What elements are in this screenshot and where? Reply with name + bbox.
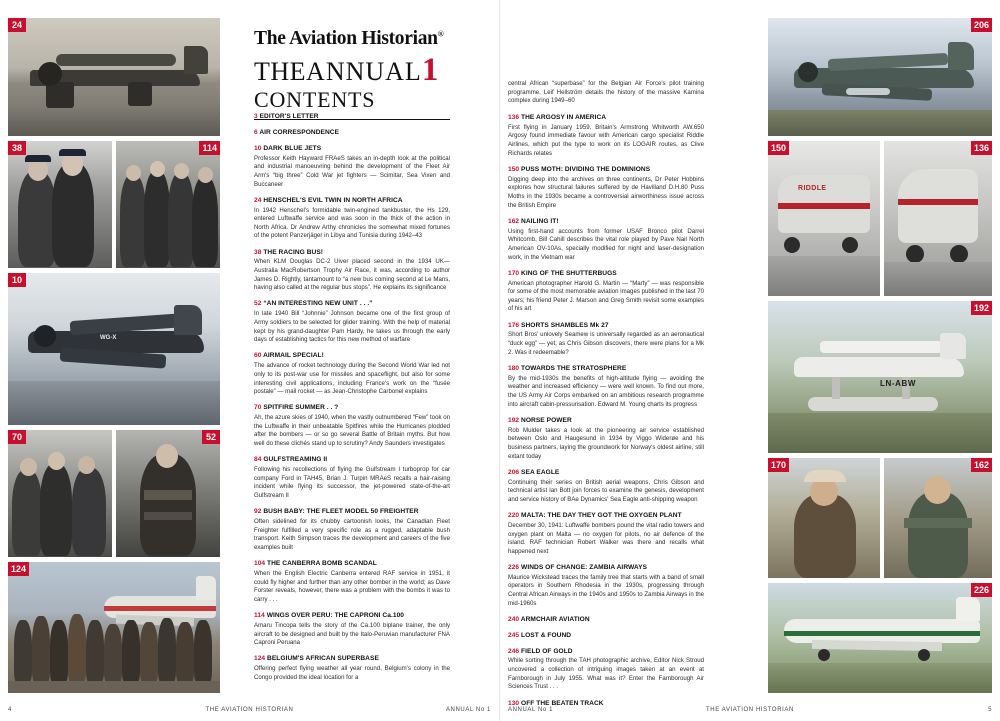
toc-entry[interactable] [508,615,704,624]
toc-entry-page: 60 [254,352,262,360]
toc-entry-title: SPITFIRE SUMMER . . ? [263,404,339,412]
toc-entry-page: 246 [508,647,520,655]
page-tag-114: 114 [199,141,220,155]
toc-entry-blurb: Professor Keith Hayward FRAeS takes an in-depth look at the political and industrial manoeuvring behind the development of the Fleet Air Arm's “big three” Cold War jet fighters — Scimitar, Sea Vixen and Buccaneer [254,154,450,188]
toc-entry-blurb: Ah, the azure skies of 1940, when the vastly outnumbered “Few” took on the Luftwaffe in their unbeatable Spitfires while the Hurricanes plodded after the bombers — or so go several Battle of Britain myths. But how well do these clichés stand up to scrutiny? Andy Saunders investigates [254,414,450,448]
toc-entry-blurb: Using first-hand accounts from former USAF Bronco pilot Darrel Whitcomb, Bill Cahill describes the vital role played by Pave Nail North American OV-10As, specially modified for night and laser-designation work, in the Vietnam war [508,227,704,261]
footer-right-left: ANNUAL No 1 [445,707,491,713]
toc-entry-title: PUSS MOTH: DIVIDING THE DOMINIONS [521,165,651,173]
toc-entry-title: MALTA: THE DAY THEY GOT THE OXYGEN PLANT [521,512,682,520]
toc-entry-page: 124 [254,655,266,663]
toc-entry-heading [508,511,704,520]
toc-column-1 [254,112,450,689]
toc-entry-title: OFF THE BEATEN TRACK [521,699,604,707]
page-tag-70: 70 [8,430,26,444]
toc-entry[interactable] [254,455,450,500]
footer-left-right: ANNUAL No 1 [508,707,554,713]
toc-entry-page: 84 [254,456,262,464]
toc-entry-title: SEA EAGLE [521,468,560,476]
page-tag-206: 206 [971,18,992,32]
page-tag-24: 24 [8,18,26,32]
toc-entry-page: 170 [508,269,520,277]
photo-pilot-portrait-colour [884,458,992,578]
toc-entry[interactable] [254,559,450,604]
toc-entry-blurb: When KLM Douglas DC-2 Uiver placed second in the 1934 UK—Australia MacRobertson Trophy Air Race, it was, according to author James D. Rightly, tantamount to “a new bus coming second at Le Mans, having also called at the regular bus stops”. He explains its significance [254,258,450,292]
toc-entry[interactable] [254,112,450,121]
toc-entry-blurb: Short Bros' unlovely Seamew is universally regarded as an aeronautical “duck egg” — yet, as Chris Gibson discovers, there were plans for a Mk 2. Was it redeemable? [508,331,704,356]
toc-entry-blurb: Maurice Wickstead traces the family tree that starts with a band of small operators in Southern Rhodesia in the 1930s, progressing through Central African Airways in the 1940s and 1950s to Zambia Airways in the mid-1960s [508,573,704,607]
page-tag-192: 192 [971,301,992,315]
toc-entry[interactable] [254,128,450,137]
magazine-title [254,28,454,50]
right-page [500,0,1000,721]
toc-entry[interactable] [508,165,704,210]
toc-entry-blurb: December 30, 1941: Luftwaffe bombers pound the vital radio towers and oxygen plant on Malta — no oxygen for pilots, no air defence of the island. RAF technician Robert Walker was there and recalls what happened next [508,521,704,555]
toc-entry-heading [254,507,450,516]
toc-entry[interactable] [254,248,450,293]
page-tag-150: 150 [768,141,789,155]
toc-entry-title: THE RACING BUS! [263,248,324,256]
photo-ground-crew-and-airliner [8,562,220,693]
toc-entry-page: 220 [508,512,520,520]
toc-entry-page: 38 [254,248,262,256]
toc-entry-heading [508,563,704,572]
toc-entry-page: 10 [254,144,262,152]
magazine-title-text: The Aviation Historian [254,28,438,49]
toc-entry[interactable] [254,611,450,648]
toc-entry-title: SHORTS SHAMBLES Mk 27 [521,321,609,329]
toc-entry-heading [508,321,704,330]
riddle-titles-label: RIDDLE [798,185,827,192]
page-tag-170: 170 [768,458,789,472]
toc-entry-heading [254,455,450,464]
toc-entry-heading [254,248,450,257]
toc-entry-heading [508,269,704,278]
toc-entry-page: 3 [254,113,258,120]
toc-entry-page: 150 [508,165,520,173]
toc-entry-blurb: Amaru Tincopa tells the story of the Ca.100 biplane trainer, the only aircraft to be designed and built by the Italo-Peruvian manufacturer FNA Caproni Peruana [254,621,450,647]
jet-registration-label: WG-X [100,335,117,341]
toc-entry-title: TOWARDS THE STRATOSPHERE [521,364,627,372]
toc-entry-blurb: Continuing their series on British aerial weapons, Chris Gibson and technical artist Ian Bott join forces to examine the genesis, development and service history of BAe Dynamics' Sea Eagle anti-shipping weapon [508,478,704,503]
toc-entry[interactable] [508,364,704,409]
toc-entry[interactable] [254,403,450,448]
folio-number-left: 4 [8,707,12,713]
toc-entry-page: 130 [508,699,520,707]
toc-continued-blurb: central African “superbase” for the Belgian Air Force's pilot training programme. Leif Hellström details the history of the massive Kamina complex during 1949–60 [508,80,704,105]
toc-entry[interactable] [254,144,450,189]
toc-entry-title: THE ARGOSY IN AMERICA [521,113,607,121]
toc-entry-page: 70 [254,404,262,412]
toc-entry-page: 104 [254,560,266,568]
toc-entry-blurb: In late 1940 Bill “Johnnie” Johnson became one of the first group of Army soldiers to be selected for glider training. With the help of material kept by his grand-daughter Pam Hardy, he takes us through the early days of establishing tactics for this new method of warfare [254,310,450,344]
toc-entry[interactable] [508,631,704,640]
toc-entry-title: ARMCHAIR AVIATION [520,615,590,623]
toc-entry[interactable] [508,647,704,692]
page-tag-124: 124 [8,562,29,576]
annual-number: 1 [421,52,439,88]
toc-entry-heading [254,351,450,360]
toc-entry-page: 24 [254,196,262,204]
toc-entry-page: 245 [508,631,520,639]
toc-entry-page: 162 [508,217,520,225]
toc-entry-blurb: American photographer Harold G. Martin — “Marty” — was responsible for some of the most memorable aviation images published in the last 70 years; his friend Peter J. Marson and Greg Smith revisit some examples of his art [508,279,704,313]
toc-entry-title: KING OF THE SHUTTERBUGS [521,269,617,277]
photo-photographer-portrait [768,458,880,578]
photo-pilots-in-flight-gear [8,430,112,557]
toc-entry-page: 52 [254,300,262,308]
toc-entry-blurb: The advance of rocket technology during the Second World War led not only to its post-war use for missiles and spaceflight, but also for some interesting civil applications, including France's work on the “fusée postale” — mail rocket — as Jean-Christophe Carbonel explains [254,362,450,396]
toc-entry-title: HENSCHEL'S EVIL TWIN IN NORTH AFRICA [263,196,403,204]
toc-entry-blurb: Digging deep into the archives on three continents, Dr Peter Hobbins explores how structural failures suffered by de Havilland D.H.80 Puss Moths in the 1930s became a controversial airworthiness issue across the British Empire [508,175,704,209]
photo-jet-fighter-prototype [8,273,220,425]
annual-the: THE [254,57,307,86]
photo-riddle-argosy-freighter [768,141,880,296]
toc-entry-page: 180 [508,364,520,372]
toc-entry[interactable] [508,217,704,262]
toc-entry-title: LOST & FOUND [521,631,572,639]
photo-zambia-airways-airliner [768,583,992,693]
toc-entry-page: 240 [508,615,520,623]
toc-entry[interactable] [254,299,450,344]
toc-entry-heading [254,112,450,121]
photo-ln-abw-floatplane [768,301,992,453]
toc-entry-page: 176 [508,321,520,329]
photo-aircrew-group [116,141,220,268]
annual-line [254,54,454,87]
toc-entry-title: GULFSTREAMING II [263,456,328,464]
toc-entry-title: NAILING IT! [521,217,559,225]
toc-entry-page: 6 [254,128,258,136]
toc-entry-heading [508,615,704,624]
page-tag-226: 226 [971,583,992,597]
toc-entry[interactable] [254,351,450,396]
toc-entry-title: NORSE POWER [521,416,572,424]
toc-entry-page: 206 [508,468,520,476]
toc-entry-heading [508,165,704,174]
toc-entry-blurb: In 1942 Henschel's formidable twin-engined tankbuster, the Hs 129, entered Luftwaffe service and was soon in the thick of the action in North Africa. Dr Andrew Arthy chronicles the somewhat mixed fortunes of the potent Panzerjäger in Libya and Tunisia during 1942–43 [254,206,450,240]
toc-entry-title: WINDS OF CHANGE: ZAMBIA AIRWAYS [521,563,648,571]
toc-entry-heading [254,299,450,308]
page-tag-162: 162 [971,458,992,472]
toc-entry-title: DARK BLUE JETS [263,144,322,152]
toc-entry[interactable] [254,196,450,241]
annual-word: ANNUAL [306,57,422,86]
toc-entry-heading [254,403,450,412]
photo-hs129-tankbuster [8,18,220,136]
toc-entry-heading [508,416,704,425]
toc-entry-heading [508,468,704,477]
toc-entry-blurb: First flying in January 1959, Britain's Armstrong Whitworth AW.650 Argosy found immediate favour with American cargo specialist Riddle Airlines, which put the type to work on its LOGAIR routes, as Clive Richards relates [508,123,704,157]
toc-entry-heading [254,559,450,568]
toc-entry-page: 92 [254,508,262,516]
page-tag-136: 136 [971,141,992,155]
toc-entry-title: AIRMAIL SPECIAL! [263,352,324,360]
toc-entry-title: FIELD OF GOLD [521,647,573,655]
toc-entry[interactable] [508,468,704,505]
toc-column-2 [508,80,704,714]
folio-number-right: 5 [988,707,992,713]
toc-entry-blurb: Following his recollections of flying the Gulfstream I turboprop for car company Ford in TAH45, Brian J. Turpin MRAeS recalls a hair-raising incident while flying its successor, the jet-powered state-of-the-art Gulfstream II [254,466,450,500]
toc-entry-title: AIR CORRESPONDENCE [259,128,340,136]
toc-entry-title: BELGIUM'S AFRICAN SUPERBASE [267,655,379,663]
footer-center-left: THE AVIATION HISTORIAN [205,707,294,713]
toc-entry[interactable] [508,269,704,314]
toc-entry-blurb: Often sidelined for its chubby cartoonish looks, the Canadian Fleet Freighter fulfilled a very specific role as a rugged, adaptable bush transport. Keith Simpson traces the development and careers of the five examples built [254,518,450,551]
toc-entry-heading [508,631,704,640]
toc-entry-heading [508,364,704,373]
toc-entry[interactable] [508,416,704,461]
toc-entry-blurb: When the English Electric Canberra entered RAF service in 1951, it could fly higher and further than any other bomber in the world; as Dave Forster reveals, however, there was a problem with the bombs it was to carry . . . [254,569,450,603]
toc-entry-blurb: Rob Mulder takes a look at the pioneering air service established between Oslo and Haugesund in 1934 by Viggo Widerøe and his business partners, laying the groundwork for Norway's oldest airline, still extant today [508,426,704,460]
toc-entry[interactable] [508,511,704,556]
toc-entry[interactable] [508,321,704,358]
toc-entry-page: 226 [508,563,520,571]
toc-entry-page: 114 [254,612,265,620]
toc-entry-title: THE CANBERRA BOMB SCANDAL [267,560,377,568]
footer-center-right: THE AVIATION HISTORIAN [706,707,794,713]
toc-entry-title: WINGS OVER PERU: THE CAPRONI Ca.100 [266,612,404,620]
trademark-symbol: ® [437,29,444,39]
toc-entry-page: 136 [508,113,520,121]
floatplane-registration-label: LN-ABW [880,379,917,388]
toc-entry-page: 192 [508,416,520,424]
toc-entry[interactable] [254,507,450,552]
toc-entry-heading [254,128,450,137]
toc-entry-title: EDITOR'S LETTER [259,113,319,120]
page-tag-38: 38 [8,141,26,155]
toc-entry-heading [508,113,704,122]
toc-entry-blurb: By the mid-1930s the benefits of high-altitude flying — avoiding the weather and increased efficiency — were well known. To find out more, the US Army Air Corps embarked on an ambitious research programme into aircraft cabin-pressurisation. Edward M. Young charts its progress [508,374,704,408]
toc-entry-blurb: Offering perfect flying weather all year round, Belgium's colony in the Congo provided the ideal location for a [254,665,450,681]
toc-entry-title: “AN INTERESTING NEW UNIT . . .” [263,300,373,308]
toc-entry-title: BUSH BABY: THE FLEET MODEL 50 FREIGHTER [263,508,419,516]
toc-entry-heading [254,654,450,663]
toc-entry[interactable] [508,113,704,158]
toc-entry-heading [254,611,450,620]
page-tag-52: 52 [202,430,220,444]
photo-sea-eagle-missile-jet [768,18,992,136]
toc-entry-heading [508,647,704,656]
toc-entry-heading [254,144,450,153]
masthead [254,28,454,120]
photo-aircrew-portrait [8,141,112,268]
toc-entry[interactable] [508,563,704,608]
toc-entry[interactable] [254,654,450,682]
page-tag-10: 10 [8,273,26,287]
toc-entry-heading [508,217,704,226]
photo-pilot-flight-suit [116,430,220,557]
page-title: CONTENTS [254,87,376,112]
toc-entry-heading [254,196,450,205]
toc-entry-blurb: While sorting through the TAH photographic archive, Editor Nick Stroud uncovered a collection of intriguing images taken at an event at Farnborough in July 1955. What was it? Enter the Farnborough Air Sciences Trust . . . [508,657,704,691]
photo-argosy-nose-detail [884,141,992,296]
